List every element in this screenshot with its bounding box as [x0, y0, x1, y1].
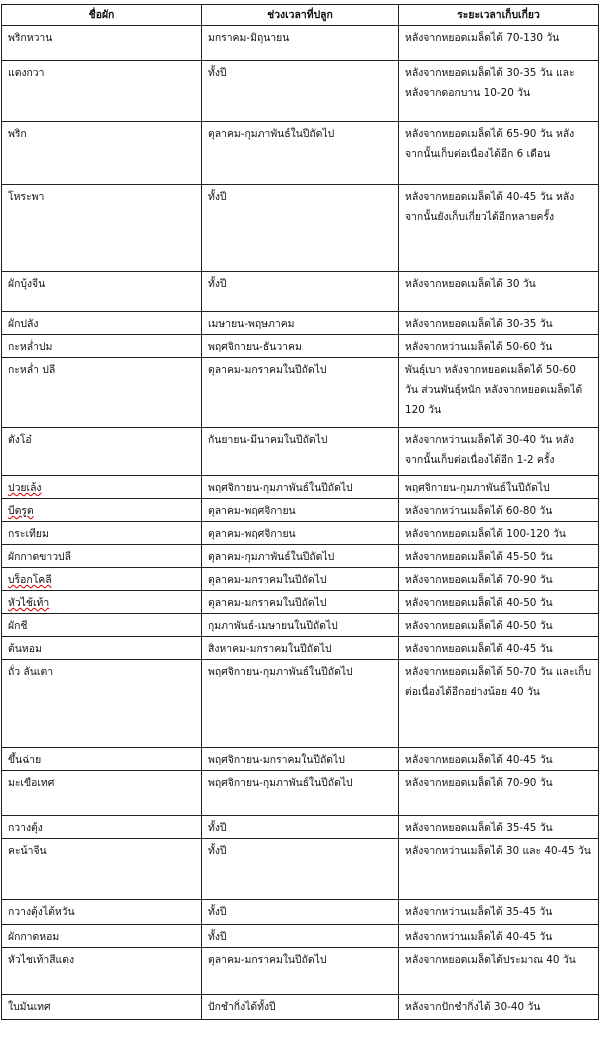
cell-planting-period: ปักชำกิ่งได้ทั้งปี — [202, 995, 399, 1020]
table-row — [2, 839, 599, 900]
cell-planting-period: มกราคม-มิถุนายน — [202, 26, 399, 61]
cell-harvest-period: หลังจากหยอดเมล็ดได้ประมาณ 40 วัน — [399, 948, 599, 995]
cell-planting-period: ตุลาคม-กุมภาพันธ์ในปีถัดไป — [202, 122, 399, 185]
cell-vegetable-name: ผักกาดหอม — [2, 925, 202, 948]
table-row — [2, 499, 599, 522]
cell-vegetable-name: กวางตุ้ง — [2, 816, 202, 839]
cell-harvest-period: หลังจากหว่านเมล็ดได้ 35-45 วัน — [399, 900, 599, 925]
cell-vegetable-name: กวางตุ้งไต้หวัน — [2, 900, 202, 925]
cell-planting-period: พฤศจิกายน-กุมภาพันธ์ในปีถัดไป — [202, 660, 399, 748]
cell-planting-period: เมษายน-พฤษภาคม — [202, 312, 399, 335]
cell-planting-period: ทั้งปี — [202, 925, 399, 948]
cell-planting-period: ทั้งปี — [202, 272, 399, 312]
cell-harvest-period: หลังจากหยอดเมล็ดได้ 30-35 วัน และหลังจากดอกบาน 10-20 วัน — [399, 61, 599, 122]
cell-vegetable-name: มะเขือเทศ — [2, 771, 202, 816]
cell-harvest-period: หลังจากหว่านเมล็ดได้ 40-45 วัน — [399, 925, 599, 948]
cell-planting-period: สิงหาคม-มกราคมในปีถัดไป — [202, 637, 399, 660]
cell-harvest-period: หลังจากหยอดเมล็ดได้ 40-50 วัน — [399, 614, 599, 637]
cell-vegetable-name: หัวไชเท้าสีแดง — [2, 948, 202, 995]
table-row — [2, 61, 599, 122]
cell-vegetable-name: ต้นหอม — [2, 637, 202, 660]
table-row — [2, 900, 599, 925]
table-row — [2, 995, 599, 1020]
cell-vegetable-name — [2, 476, 202, 499]
cell-vegetable-name: กะหล่ำ ปลี — [2, 358, 202, 428]
cell-planting-period: กันยายน-มีนาคมในปีถัดไป — [202, 428, 399, 476]
table-row — [2, 122, 599, 185]
table-row — [2, 816, 599, 839]
table-row — [2, 335, 599, 358]
cell-harvest-period: หลังจากปักชำกิ่งได้ 30-40 วัน — [399, 995, 599, 1020]
cell-harvest-period: หลังจากหยอดเมล็ดได้ 40-45 วัน — [399, 637, 599, 660]
table-row — [2, 660, 599, 748]
table-row — [2, 272, 599, 312]
table-row — [2, 614, 599, 637]
cell-vegetable-name: กะหล่ำปม — [2, 335, 202, 358]
cell-vegetable-name: ผักกาดขาวปลี — [2, 545, 202, 568]
cell-vegetable-name — [2, 499, 202, 522]
cell-harvest-period: หลังจากหยอดเมล็ดได้ 30-35 วัน — [399, 312, 599, 335]
cell-vegetable-name: โหระพา — [2, 185, 202, 272]
cell-planting-period: พฤศจิกายน-กุมภาพันธ์ในปีถัดไป — [202, 771, 399, 816]
cell-vegetable-name: พริกหวาน — [2, 26, 202, 61]
table-row — [2, 185, 599, 272]
cell-harvest-period: หลังจากหยอดเมล็ดได้ 70-90 วัน — [399, 771, 599, 816]
cell-planting-period: ตุลาคม-มกราคมในปีถัดไป — [202, 358, 399, 428]
spellcheck-underlined-text: หัวไช้เท้า — [8, 597, 50, 609]
table-row — [2, 545, 599, 568]
table-row — [2, 748, 599, 771]
table-row — [2, 637, 599, 660]
cell-vegetable-name: ใบมันเทศ — [2, 995, 202, 1020]
cell-planting-period: ทั้งปี — [202, 61, 399, 122]
cell-planting-period: ทั้งปี — [202, 185, 399, 272]
cell-planting-period: กุมภาพันธ์-เมษายนในปีถัดไป — [202, 614, 399, 637]
header-harvest-period: ระยะเวลาเก็บเกี่ยว — [399, 5, 599, 26]
cell-planting-period: ทั้งปี — [202, 816, 399, 839]
cell-planting-period: ทั้งปี — [202, 839, 399, 900]
cell-vegetable-name: คะน้าจีน — [2, 839, 202, 900]
cell-harvest-period: พฤศจิกายน-กุมภาพันธ์ในปีถัดไป — [399, 476, 599, 499]
table-row — [2, 312, 599, 335]
cell-harvest-period: หลังจากหยอดเมล็ดได้ 40-45 วัน หลังจากนั้นยังเก็บเกี่ยวได้อีกหลายครั้ง — [399, 185, 599, 272]
cell-vegetable-name: ขึ้นฉ่าย — [2, 748, 202, 771]
cell-vegetable-name: ผักปลัง — [2, 312, 202, 335]
table-row — [2, 358, 599, 428]
cell-harvest-period: หลังจากหยอดเมล็ดได้ 40-50 วัน — [399, 591, 599, 614]
cell-harvest-period: หลังจากหยอดเมล็ดได้ 100-120 วัน — [399, 522, 599, 545]
table-row — [2, 476, 599, 499]
cell-planting-period: พฤศจิกายน-กุมภาพันธ์ในปีถัดไป — [202, 476, 399, 499]
cell-harvest-period: หลังจากหว่านเมล็ดได้ 30 และ 40-45 วัน — [399, 839, 599, 900]
header-vegetable-name: ชื่อผัก — [2, 5, 202, 26]
cell-planting-period: ตุลาคม-มกราคมในปีถัดไป — [202, 948, 399, 995]
cell-harvest-period: หลังจากหยอดเมล็ดได้ 70-130 วัน — [399, 26, 599, 61]
cell-vegetable-name: ผักชี — [2, 614, 202, 637]
table-row — [2, 591, 599, 614]
cell-harvest-period: หลังจากหยอดเมล็ดได้ 70-90 วัน — [399, 568, 599, 591]
cell-harvest-period: หลังจากหว่านเมล็ดได้ 50-60 วัน — [399, 335, 599, 358]
cell-vegetable-name: ถั่ว ลันเตา — [2, 660, 202, 748]
cell-planting-period: พฤศจิกายน-มกราคมในปีถัดไป — [202, 748, 399, 771]
cell-harvest-period: หลังจากหยอดเมล็ดได้ 30 วัน — [399, 272, 599, 312]
cell-vegetable-name — [2, 591, 202, 614]
cell-planting-period: ตุลาคม-พฤศจิกายน — [202, 499, 399, 522]
cell-planting-period: ตุลาคม-พฤศจิกายน — [202, 522, 399, 545]
table-row — [2, 925, 599, 948]
cell-harvest-period: หลังจากหว่านเมล็ดได้ 30-40 วัน หลังจากนั้นเก็บต่อเนื่องได้อีก 1-2 ครั้ง — [399, 428, 599, 476]
cell-vegetable-name: กระเทียม — [2, 522, 202, 545]
cell-planting-period: ทั้งปี — [202, 900, 399, 925]
table-row — [2, 771, 599, 816]
cell-vegetable-name: พริก — [2, 122, 202, 185]
cell-harvest-period: หลังจากหยอดเมล็ดได้ 45-50 วัน — [399, 545, 599, 568]
table-row — [2, 522, 599, 545]
table-row — [2, 26, 599, 61]
cell-vegetable-name — [2, 568, 202, 591]
cell-harvest-period: พันธุ์เบา หลังจากหยอดเมล็ดได้ 50-60 วัน ส่วนพันธุ์หนัก หลังจากหยอดเมล็ดได้ 120 วัน — [399, 358, 599, 428]
cell-harvest-period: หลังจากหว่านเมล็ดได้ 60-80 วัน — [399, 499, 599, 522]
spellcheck-underlined-text: บร็อกโคลี — [8, 574, 52, 586]
cell-planting-period: พฤศจิกายน-ธันวาคม — [202, 335, 399, 358]
cell-planting-period: ตุลาคม-มกราคมในปีถัดไป — [202, 591, 399, 614]
cell-harvest-period: หลังจากหยอดเมล็ดได้ 65-90 วัน หลังจากนั้นเก็บต่อเนื่องได้อีก 6 เดือน — [399, 122, 599, 185]
cell-planting-period: ตุลาคม-มกราคมในปีถัดไป — [202, 568, 399, 591]
spellcheck-underlined-text: ปวยเล้ง — [8, 482, 42, 494]
table-header-row — [2, 5, 599, 26]
cell-vegetable-name: ตังโอ๋ — [2, 428, 202, 476]
cell-harvest-period: หลังจากหยอดเมล็ดได้ 50-70 วัน และเก็บต่อเนื่องได้อีกอย่างน้อย 40 วัน — [399, 660, 599, 748]
table-row — [2, 428, 599, 476]
cell-harvest-period: หลังจากหยอดเมล็ดได้ 35-45 วัน — [399, 816, 599, 839]
spellcheck-underlined-text: บีตรูต — [8, 505, 34, 517]
table-row — [2, 948, 599, 995]
table-row — [2, 568, 599, 591]
cell-vegetable-name: แตงกวา — [2, 61, 202, 122]
vegetable-planting-table — [1, 4, 599, 1020]
cell-vegetable-name: ผักบุ้งจีน — [2, 272, 202, 312]
header-planting-period: ช่วงเวลาที่ปลูก — [202, 5, 399, 26]
cell-harvest-period: หลังจากหยอดเมล็ดได้ 40-45 วัน — [399, 748, 599, 771]
cell-planting-period: ตุลาคม-กุมภาพันธ์ในปีถัดไป — [202, 545, 399, 568]
